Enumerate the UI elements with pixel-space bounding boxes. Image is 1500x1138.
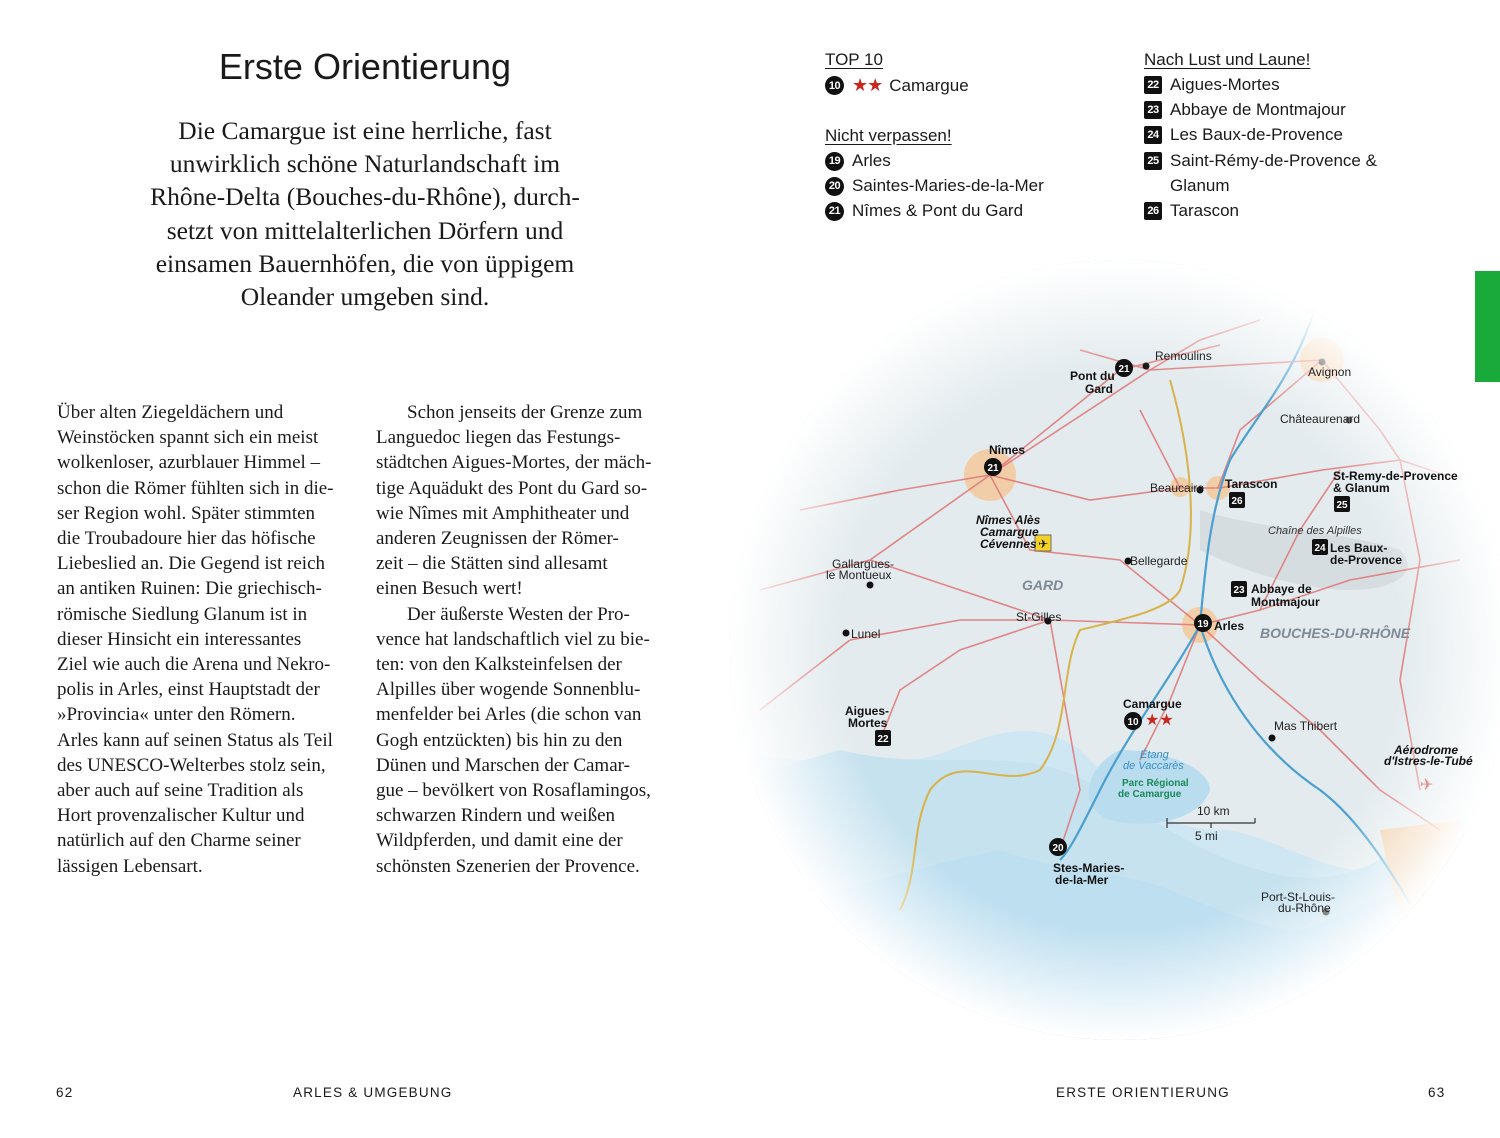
body-line: einen Besuch wert! [376, 578, 523, 600]
map-label-chaine-alpilles: Chaîne des Alpilles [1268, 525, 1362, 537]
map-label-airport: Camargue [980, 525, 1039, 539]
body-line: Liebeslied an. Die Gegend ist reich [57, 553, 326, 575]
nicht-verpassen-item [825, 201, 1023, 221]
page-title: Erste Orientierung [218, 46, 512, 87]
map-label-chateaurenard: Châteaurenard [1280, 412, 1361, 426]
map-label-gallargues: Gallargues- [832, 557, 895, 571]
body-line: wolkenloser, azurblauer Himmel – [57, 452, 321, 474]
item-label: Camargue [889, 75, 969, 95]
body-line: dieser Hinsicht ein interessantes [57, 628, 302, 650]
star-rating-icon: ★★ [852, 75, 883, 95]
nach-lust-item [1144, 75, 1280, 95]
lead-paragraph [110, 114, 620, 313]
svg-text:22: 22 [877, 734, 889, 745]
top10-item [825, 75, 969, 96]
map-label-airport: Nîmes Alès [976, 513, 1041, 527]
item-label: Saint-Rémy-de-Provence & [1170, 151, 1377, 170]
number-badge: 10 [825, 76, 844, 95]
lead-line: Die Camargue ist eine herrliche, fast [178, 116, 552, 145]
svg-text:20: 20 [1052, 843, 1064, 854]
body-line: Der äußerste Westen der Pro- [407, 603, 630, 625]
body-line: natürlich auf den Charme seiner [57, 830, 301, 852]
nicht-verpassen-item [825, 151, 891, 171]
map-label-aerodrome: d'Istres-le-Tubé [1384, 754, 1473, 768]
number-badge: 22 [1144, 76, 1162, 94]
body-line: schönsten Szenerien der Provence. [376, 855, 640, 877]
item-label: Arles [852, 151, 891, 170]
map-label-remoulins: Remoulins [1155, 349, 1212, 363]
body-line: tige Aquädukt des Pont du Gard so- [376, 477, 648, 499]
number-badge: 20 [825, 177, 844, 196]
body-line: zeit – die Stätten sind allesamt [376, 553, 608, 575]
map-label-aigues-mortes: Aigues- [845, 704, 890, 718]
nach-lust-heading: Nach Lust und Laune! [1144, 50, 1311, 69]
map-label-bouches-du-rhone: BOUCHES-DU-RHÔNE [1260, 625, 1411, 641]
number-badge: 25 [1144, 152, 1162, 170]
item-label: Nîmes & Pont du Gard [852, 201, 1024, 220]
svg-text:26: 26 [1231, 496, 1243, 507]
map-badge-22 [875, 730, 891, 746]
body-line: Arles kann auf seinen Status als Teil [57, 729, 333, 751]
map-label-lunel: Lunel [851, 627, 881, 641]
svg-text:19: 19 [1197, 619, 1209, 630]
map-label-bellegarde: Bellegarde [1130, 554, 1188, 568]
item-label: Abbaye de Montmajour [1170, 100, 1346, 119]
body-line: »Provincia« unter den Römern. [57, 704, 296, 726]
item-label: Tarascon [1170, 201, 1239, 220]
body-line: wie Nîmes mit Amphitheater und [376, 502, 630, 524]
map-badge-23 [1231, 581, 1247, 597]
page-number-left: 62 [56, 1085, 74, 1100]
nach-lust-item [1144, 151, 1377, 171]
map-label-aerodrome: Aérodrome [1394, 743, 1459, 757]
body-line: Hort provenzalischer Kultur und [57, 805, 305, 827]
map-label-montmajour: Abbaye de [1251, 582, 1312, 596]
map-label-arles: Arles [1214, 619, 1245, 633]
body-column-2 [376, 400, 686, 879]
svg-text:25: 25 [1336, 500, 1348, 511]
body-line: schwarzen Rindern und weißen [376, 805, 616, 827]
body-line: vence hat landschaftlich viel zu bie- [376, 628, 650, 650]
svg-text:24: 24 [1314, 543, 1326, 554]
running-head-right: ERSTE ORIENTIERUNG [1056, 1085, 1230, 1100]
map-label-montmajour: Montmajour [1251, 595, 1320, 609]
map-label-gallargues: le Montueux [826, 568, 892, 582]
number-badge: 23 [1144, 101, 1162, 119]
map-vignette [730, 260, 1500, 1040]
body-line: Wildpferden, und damit eine der [376, 830, 623, 852]
map-label-avignon: Avignon [1308, 365, 1352, 379]
body-line: schon die Römer fühlten sich in die- [57, 477, 334, 499]
body-line: aber auch auf seine Tradition als [57, 780, 304, 802]
map-label-nimes: Nîmes [989, 443, 1026, 457]
map-label-scale-mi: 5 mi [1195, 829, 1218, 843]
map-badge-21-nimes [984, 458, 1002, 476]
number-badge: 24 [1144, 126, 1162, 144]
map-label-airport: Cévennes [980, 537, 1037, 551]
map-label-les-baux: Les Baux- [1330, 541, 1388, 555]
map-label-port-st-louis: Port-St-Louis- [1261, 890, 1336, 904]
map-badge-10 [1124, 712, 1142, 730]
map-label-scale-km: 10 km [1197, 804, 1230, 818]
map-badge-21-pont [1115, 359, 1133, 377]
map-label-les-baux: de-Provence [1330, 553, 1403, 567]
item-label: Aigues-Mortes [1170, 75, 1280, 94]
body-line: Dünen und Marschen der Camar- [376, 754, 630, 776]
lead-line: setzt von mittelalterlichen Dörfern und [166, 215, 564, 245]
map-badge-25 [1334, 496, 1350, 512]
body-line: Gogh entzückten) bis hin zu den [376, 729, 623, 751]
nicht-verpassen-item [825, 176, 1044, 196]
map-label-tarascon: Tarascon [1225, 477, 1278, 491]
number-badge: 26 [1144, 202, 1162, 220]
map-label-st-remy: & Glanum [1333, 481, 1390, 495]
body-line: Alpilles über wogende Sonnenblu- [376, 679, 641, 701]
number-badge: 19 [825, 152, 844, 171]
map-label-aigues-mortes: Mortes [848, 716, 888, 730]
top10-heading: TOP 10 [825, 50, 883, 69]
map-badge-26 [1229, 492, 1245, 508]
item-label-continuation: Glanum [1170, 176, 1230, 195]
map-label-st-gilles: St-Gilles [1016, 610, 1062, 624]
body-line: menfelder bei Arles (die schon van [376, 704, 642, 726]
body-line: römische Siedlung Glanum ist in [57, 603, 308, 625]
body-line: lässigen Lebensart. [57, 855, 203, 877]
body-line: gue – bevölkert von Rosaflamingos, [376, 780, 651, 802]
svg-text:21: 21 [987, 463, 999, 474]
map-label-stes-maries: Stes-Maries- [1053, 861, 1125, 875]
map-label-st-remy: St-Remy-de-Provence [1333, 469, 1458, 483]
map-label-mas-thibert: Mas Thibert [1274, 719, 1338, 733]
item-label: Les Baux-de-Provence [1170, 125, 1343, 144]
body-line: des UNESCO-Welterbes stolz sein, [57, 754, 326, 776]
svg-text:10: 10 [1127, 717, 1139, 728]
body-line: Schon jenseits der Grenze zum [407, 402, 643, 423]
item-label: Saintes-Maries-de-la-Mer [852, 176, 1044, 195]
lead-line: Rhône-Delta (Bouches-du-Rhône), durch- [150, 182, 580, 212]
nicht-verpassen-heading: Nicht verpassen! [825, 126, 952, 145]
map-label-etang: Étang [1140, 749, 1169, 761]
map-label-etang: de Vaccarès [1123, 760, 1184, 772]
map-label-park: de Camargue [1118, 789, 1182, 800]
map-star-rating-icon: ★★ [1145, 710, 1174, 729]
map-label-beaucaire: Beaucaire [1150, 481, 1205, 495]
map-svg [700, 230, 1500, 1050]
map-label-pont-du-gard: Pont du [1070, 369, 1115, 383]
body-line: Weinstöcken spannt sich ein meist [57, 427, 319, 449]
svg-text:21: 21 [1118, 364, 1130, 375]
lead-line: Oleander umgeben sind. [240, 282, 490, 312]
body-line: ten: von den Kalksteinfelsen der [376, 654, 622, 676]
map-label-park: Parc Régional [1122, 778, 1189, 789]
body-line: ser Region wohl. Später stimmten [57, 502, 316, 524]
body-line: die Troubadoure hier das höfische [57, 528, 316, 550]
lead-line: unwirklich schöne Naturlandschaft im [169, 149, 561, 179]
lead-line: einsamen Bauernhöfen, die von üppigem [155, 248, 575, 278]
svg-text:23: 23 [1233, 585, 1245, 596]
nach-lust-item [1144, 100, 1346, 120]
map-badge-19 [1194, 614, 1212, 632]
number-badge: 21 [825, 202, 844, 221]
map-label-gard: GARD [1022, 577, 1064, 593]
map-label-camargue: Camargue [1123, 697, 1182, 711]
map-badge-24 [1312, 539, 1328, 555]
body-column-1 [57, 400, 357, 879]
running-head-left: ARLES & UMGEBUNG [293, 1085, 453, 1100]
region-map [700, 230, 1500, 1050]
body-line: Über alten Ziegeldächern und [57, 402, 284, 423]
map-label-stes-maries: de-la-Mer [1055, 873, 1109, 887]
body-line: polis in Arles, einst Hauptstadt der [57, 679, 320, 701]
nach-lust-item [1144, 125, 1343, 145]
body-line: Ziel wie auch die Arena und Nekro- [57, 654, 331, 676]
page-number-right: 63 [1428, 1085, 1446, 1100]
body-line: städtchen Aigues-Mortes, der mäch- [376, 452, 652, 474]
map-label-pont-du-gard: Gard [1085, 382, 1114, 396]
nach-lust-item [1144, 201, 1239, 221]
body-line: anderen Zeugnissen der Römer- [376, 528, 619, 550]
map-label-port-st-louis: du-Rhône [1278, 901, 1331, 915]
body-line: Languedoc liegen das Festungs- [376, 427, 621, 449]
body-line: an antiken Ruinen: Die griechisch- [57, 578, 322, 600]
map-badge-20 [1049, 838, 1067, 856]
